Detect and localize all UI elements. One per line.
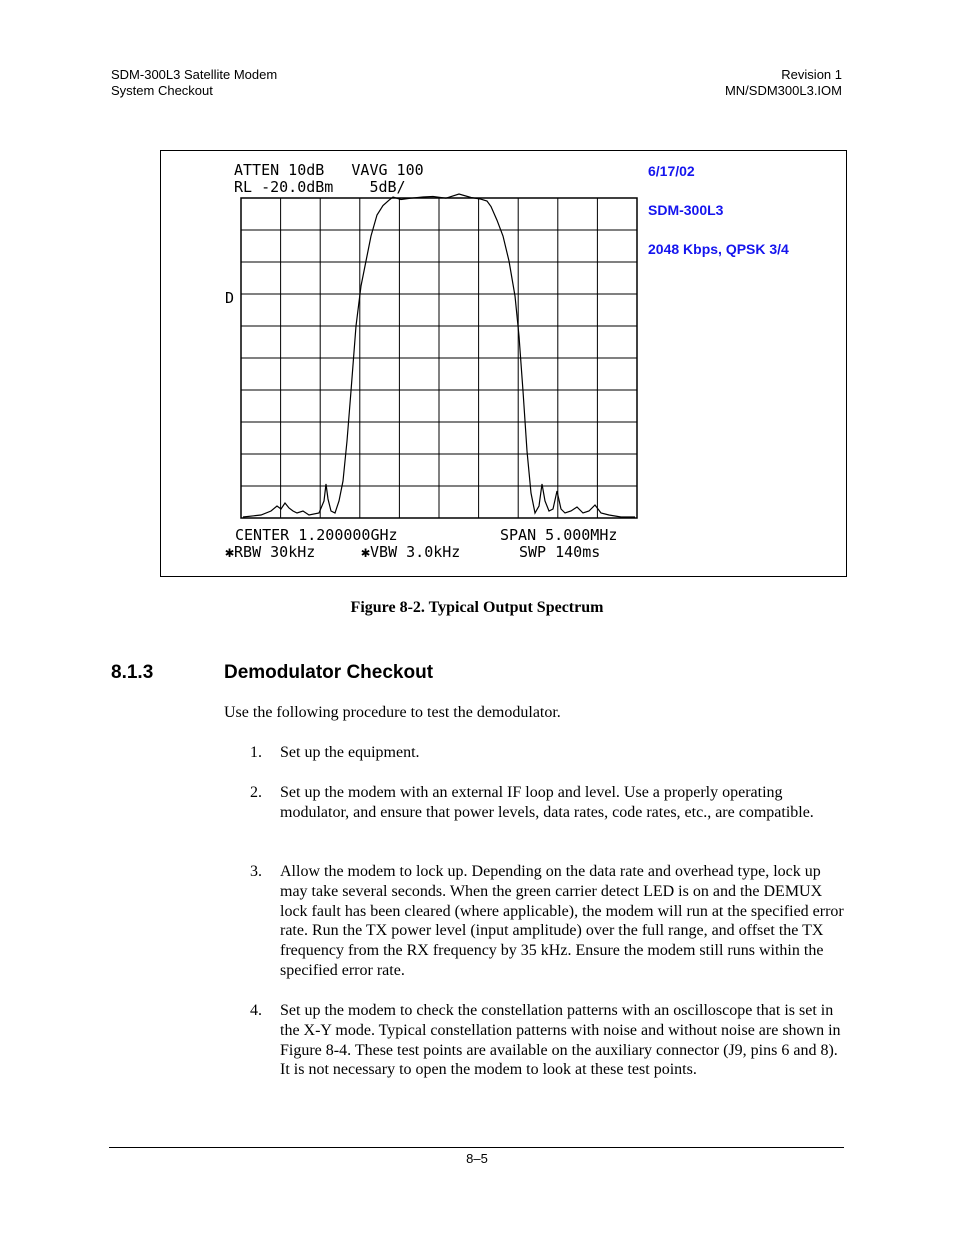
analyzer-top-line-2: RL -20.0dBm 5dB/ [234, 178, 406, 196]
analyzer-top-line-1: ATTEN 10dB VAVG 100 [234, 161, 424, 179]
running-header-left [111, 67, 277, 99]
analyzer-span: SPAN 5.000MHz [500, 526, 618, 544]
annotation-rate: 2048 Kbps, QPSK 3/4 [648, 241, 789, 257]
section-number: 8.1.3 [111, 662, 154, 683]
analyzer-marker-d: D [225, 289, 235, 307]
header-product: SDM-300L3 Satellite Modem [111, 67, 278, 82]
section-intro: Use the following procedure to test the demodulator. [224, 704, 561, 721]
step-text: Set up the equipment. [280, 744, 420, 761]
figure-caption: Figure 8-2. Typical Output Spectrum [350, 599, 604, 616]
header-chapter: System Checkout [111, 83, 213, 98]
section-title: Demodulator Checkout [224, 662, 434, 683]
footer-rule [109, 1147, 844, 1148]
analyzer-vbw: ✱VBW 3.0kHz [361, 543, 461, 561]
spectrum-analyzer-display [161, 151, 848, 578]
page-number: 8–5 [466, 1151, 488, 1166]
analyzer-center-frequency: CENTER 1.200000GHz [235, 526, 398, 544]
step-number: 2. [250, 784, 262, 801]
spectrum-figure [160, 150, 847, 577]
step-number: 4. [250, 1002, 262, 1019]
step-text: Allow the modem to lock up. Depending on the data rate and overhead type, lock up may take several seconds. When the green carrier detect LED is on and the DEMUX lock fault has been cleared (where applicable), the modem will run at the specified error rate. Run the TX power level (input amplitude) over the full range, and offset the TX frequency from the RX frequency by 35 kHz. Ensure the modem still runs within the specified error rate. [280, 863, 844, 979]
procedure-step [250, 783, 845, 823]
step-text: Set up the modem with an external IF loop and level. Use a properly operating modulator, and ensure that power levels, data rates, code rates, etc., are compatible. [280, 784, 814, 821]
procedure-step [250, 1001, 845, 1080]
procedure-step [250, 743, 845, 763]
step-number: 1. [250, 744, 262, 761]
step-number: 3. [250, 863, 262, 880]
annotation-model: SDM-300L3 [648, 202, 724, 218]
header-revision: Revision 1 [781, 67, 842, 82]
step-text: Set up the modem to check the constellation patterns with an oscilloscope that is set in the X-Y mode. Typical constellation patterns with noise and without noise are shown in Figure 8-4. These test points are available on the auxiliary connector (J9, pins 6 and 8). It is not necessary to open the modem to look at these test points. [280, 1002, 841, 1079]
header-doc-id: MN/SDM300L3.IOM [724, 83, 842, 98]
annotation-date: 6/17/02 [648, 163, 695, 179]
analyzer-rbw: ✱RBW 30kHz [225, 543, 316, 561]
running-header-right [725, 67, 842, 99]
analyzer-graticule [241, 198, 637, 518]
procedure-step [250, 862, 845, 981]
analyzer-sweep-time: SWP 140ms [519, 543, 601, 561]
